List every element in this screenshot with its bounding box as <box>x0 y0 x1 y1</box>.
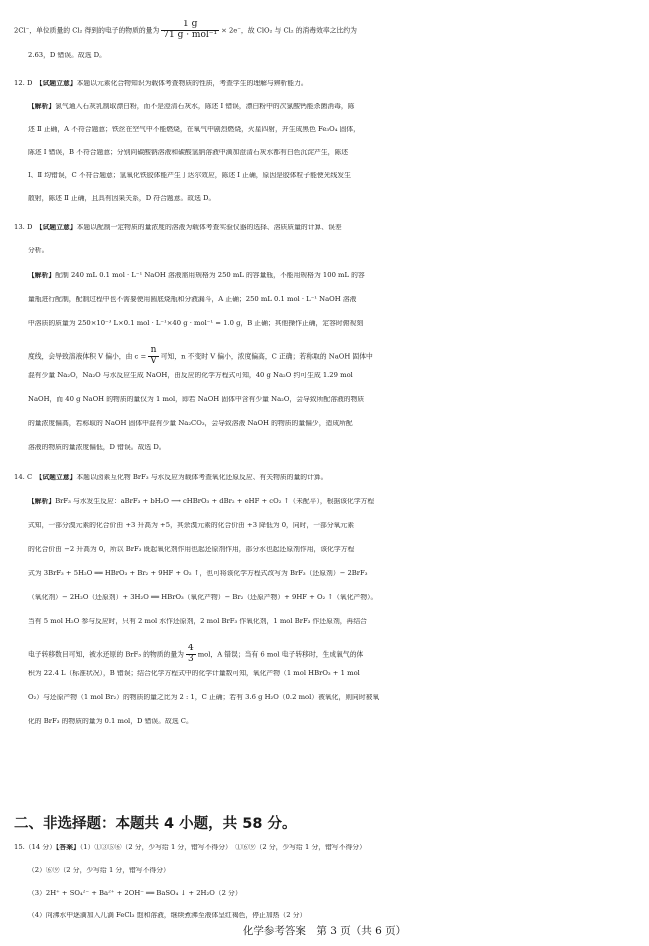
text-segment: 本题以配制一定物质的量浓度的溶液为载体考查实验仪器的选择、溶质质量的计算、误差 <box>76 224 342 231</box>
text-line-l20 <box>0 498 649 505</box>
fraction-numerator: n <box>148 346 159 357</box>
text-segment: 本题以卤素互化物 BrF₃ 与水反应为载体考查氧化还原反应、有关物质的量的计算。 <box>76 474 328 481</box>
text-segment: 2Cl⁻，单位质量的 Cl₂ 得到的电子的物质的量为 <box>14 26 160 35</box>
text-line-l05 <box>0 126 649 133</box>
text-line-l15 <box>0 372 649 379</box>
bold-label: 【试题立意】 <box>39 80 77 87</box>
text-segment: 述 Ⅱ 正确，A 不符合题意；铁丝在空气中不能燃烧，在氧气中剧烈燃烧，火星四射，并生成黑色 Fe₃O₄ 固体， <box>28 126 360 133</box>
text-line-l13 <box>0 320 649 327</box>
fraction-numerator: 1 g <box>161 20 219 31</box>
text-segment: 氯气通入石灰乳制取漂白粉，而不是澄清石灰水，陈述 Ⅰ 错误，漂白粉中的次氯酸钙能杀菌消毒，陈 <box>55 103 355 110</box>
text-segment: （4）向沸水中逐滴加入几滴 FeCl₃ 饱和溶液，继续煮沸至液体呈红褐色，停止加热（2 分） <box>28 912 307 919</box>
text-segment: 15.（14 分） <box>14 844 57 851</box>
bold-label: 【解析】 <box>28 103 56 110</box>
text-segment: 中溶质的质量为 250×10⁻³ L×0.1 mol · L⁻¹×40 g · mol⁻¹ = 1.0 g，B 正确；其他操作正确，定容时俯视刻 <box>28 320 364 327</box>
text-segment: Ⅰ、Ⅱ 均错误，C 不符合题意；氢氧化铁胶体能产生丁达尔效应，陈述 Ⅰ 正确，原因是胶体粒子能使光线发生 <box>28 172 351 179</box>
text-segment: （1）①③⑤⑥（2 分，少写给 1 分，错写不得分） ①⑥⑨（2 分，少写给 1 分，错写不得分） <box>79 844 366 851</box>
text-line-l03 <box>0 80 649 87</box>
text-segment: O₂）与还原产物（1 mol Br₂）的物质的量之比为 2 : 1，C 正确；若有 3.6 g H₂O（0.2 mol）被氧化，则同时被氧 <box>28 694 380 701</box>
text-line-l30 <box>0 844 649 851</box>
text-line-l02 <box>0 52 649 59</box>
text-line-l09 <box>0 224 649 231</box>
fraction-denominator: 71 g · mol⁻¹ <box>163 29 218 40</box>
text-line-l31 <box>0 867 649 874</box>
text-line-l19 <box>0 474 649 481</box>
text-line-l29 <box>0 718 649 725</box>
text-segment: 可知，n 不变时 V 偏小，浓度偏高，C 正确；若称取的 NaOH 固体中 <box>160 352 373 361</box>
text-line-l16 <box>0 396 649 403</box>
text-line-l21 <box>0 522 649 529</box>
text-segment: 溶液的物质的量浓度偏低，D 错误。故选 D。 <box>28 444 166 451</box>
fraction <box>186 644 196 665</box>
text-segment: 化的 BrF₃ 的物质的量为 0.1 mol，D 错误。故选 C。 <box>28 718 193 725</box>
text-segment: 14. C <box>14 474 39 481</box>
fraction-denominator: 3 <box>187 653 194 664</box>
text-segment: 分析。 <box>28 247 49 254</box>
bold-label: 【试题立意】 <box>39 224 77 231</box>
text-segment: 散射，陈述 Ⅱ 正确，且具有因果关系，D 符合题意。故选 D。 <box>28 195 216 202</box>
text-segment: BrF₃ 与水发生反应：aBrF₃ + bH₂O ⟶ cHBrO₃ + dBr₂ + eHF + cO₂ ↑（未配平），根据该化学方程 <box>55 498 375 505</box>
text-segment: 当有 5 mol H₂O 参与反应时，只有 2 mol 水作还原剂，2 mol BrF₃ 作氧化剂，1 mol BrF₃ 作还原剂，再结合 <box>28 618 367 625</box>
text-segment: 本题以元素化合物知识为载体考查物质的性质，考查学生的理解与辨析能力。 <box>76 80 308 87</box>
text-line-l11 <box>0 272 649 279</box>
text-line-l22 <box>0 546 649 553</box>
text-line-l28 <box>0 694 649 701</box>
text-segment: 式知，一部分溴元素的化合价由 +3 升高为 +5，其余溴元素的化合价由 +3 降低为 0，同时，一部分氧元素 <box>28 522 355 529</box>
text-line-l18 <box>0 444 649 451</box>
text-segment: 配制 240 mL 0.1 mol · L⁻¹ NaOH 溶液需用规格为 250 mL 的容量瓶，不能用规格为 100 mL 的容 <box>55 272 365 279</box>
text-segment: 的化合价由 −2 升高为 0，所以 BrF₃ 既起氧化剂作用也起还原剂作用，部分水也起还原剂作用，该化学方程 <box>28 546 355 553</box>
text-line-l17 <box>0 420 649 427</box>
text-segment: mol，A 错误；当有 6 mol 电子转移时，生成氧气的体 <box>197 650 364 659</box>
text-segment: 陈述 Ⅰ 错误，B 不符合题意；分别向碳酸钠溶液和碳酸氢钠溶液中滴加澄清石灰水都有白色沉淀产生，陈述 <box>28 149 349 156</box>
bold-label: 【解析】 <box>28 272 56 279</box>
bold-label: 【解析】 <box>28 498 56 505</box>
text-segment: NaOH，而 40 g NaOH 的物质的量仅为 1 mol，即若 NaOH 固体中含有少量 Na₂O，会导致所配溶液的物质 <box>28 396 365 403</box>
text-line-l04 <box>0 103 649 110</box>
text-segment: 13. D <box>14 224 40 231</box>
text-line-l01 <box>0 20 649 41</box>
bold-label: 【试题立意】 <box>38 474 77 481</box>
text-segment: 电子转移数目可知，被水还原的 BrF₃ 的物质的量为 <box>28 650 184 659</box>
text-segment: 的量浓度偏高，若称取的 NaOH 固体中混有少量 Na₂CO₃，会导致溶液 NaOH 的物质的量偏少，造成所配 <box>28 420 353 427</box>
text-segment: （2）⑥⑨（2 分，少写给 1 分，错写不得分） <box>28 867 170 874</box>
section-heading: 二、非选择题：本题共 4 小题，共 58 分。 <box>14 816 297 832</box>
text-line-l24 <box>0 594 649 601</box>
text-line-l08 <box>0 195 649 202</box>
text-line-l27 <box>0 670 649 677</box>
text-line-l07 <box>0 172 649 179</box>
text-segment: × 2e⁻，故 ClO₂ 与 Cl₂ 的消毒效率之比约为 <box>221 26 357 35</box>
text-segment: 量瓶进行配制，配制过程中也不需要使用圆底烧瓶和分液漏斗，A 正确；250 mL 0.1 mol · L⁻¹ NaOH 溶液 <box>28 296 357 303</box>
text-line-l23 <box>0 570 649 577</box>
fraction <box>161 20 219 41</box>
text-segment: 2.63，D 错误。故选 D。 <box>28 52 106 59</box>
text-segment: 12. D <box>14 80 40 87</box>
text-line-l12 <box>0 296 649 303</box>
text-line-l32 <box>0 890 649 897</box>
text-segment: 积为 22.4 L（标准状况），B 错误；结合化学方程式中的化学计量数可知，氧化产物（1 mol HBrO₃ + 1 mol <box>28 670 360 677</box>
text-segment: 式为 3BrF₃ + 5H₂O ══ HBrO₃ + Br₂ + 9HF + O₂ ↑，也可将该化学方程式改写为 BrF₃（还原剂）− 2BrF₃ <box>28 570 368 577</box>
fraction-numerator: 4 <box>187 644 194 653</box>
text-segment: 度线，会导致溶液体积 V 偏小，由 c = <box>28 352 147 361</box>
text-line-l25 <box>0 618 649 625</box>
text-line-l10 <box>0 247 649 254</box>
text-segment: 混有少量 Na₂O，Na₂O 与水反应生成 NaOH，由反应的化学方程式可知，40 g Na₂O 约可生成 1.29 mol <box>28 372 353 379</box>
text-line-l33 <box>0 912 649 919</box>
fraction-denominator: V <box>150 355 157 366</box>
text-segment: （3）2H⁺ + SO₄²⁻ + Ba²⁺ + 2OH⁻ ══ BaSO₄ ↓ + 2H₂O（2 分） <box>28 890 242 897</box>
fraction <box>148 346 159 367</box>
text-segment: （氧化剂）− 2H₂O（还原剂）+ 3H₂O ══ HBrO₃（氧化产物）− Br₂（还原产物）+ 9HF + O₂ ↑（氧化产物）。 <box>28 594 378 601</box>
page-footer: 化学参考答案 第 3 页（共 6 页） <box>242 925 407 937</box>
text-line-l14 <box>0 346 649 367</box>
text-line-l06 <box>0 149 649 156</box>
text-line-l26 <box>0 644 649 665</box>
bold-label: 【答案】 <box>56 844 80 851</box>
